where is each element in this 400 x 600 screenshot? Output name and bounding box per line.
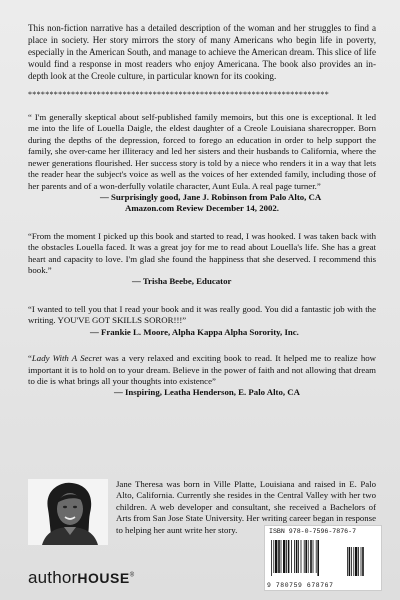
review-2 <box>28 231 376 288</box>
registered-mark: ® <box>129 572 135 579</box>
intro-paragraph: This non-fiction narrative has a detailed description of the woman and her struggles to find a place in society. Her story mirrors the story of many Americans who begin life in poverty, especially in the American South, and manage to achieve the American dream. This slice of life would find a response in most readers who enjoy Americana. The book also provides an in-depth look at the Creole culture, in particular known for its cooking. <box>28 23 376 81</box>
isbn-number: ISBN 978-0-7596-7876-7 <box>269 528 357 535</box>
publisher-name-part1: author <box>28 568 78 587</box>
ean-number: 9 780759 678767 <box>267 582 334 589</box>
barcode-bar <box>281 540 282 573</box>
publisher-logo <box>28 568 134 588</box>
review-4-body: was a very relaxed and exciting book to read. It helped me to realize how important it is to hold on to your dream. Believe in the power of faith and not allowing that dream to die is what brings all your thoughts into existence” <box>28 353 376 387</box>
barcode-bar <box>317 540 319 576</box>
barcode-bar <box>304 540 305 573</box>
barcode-bar <box>291 540 292 573</box>
barcode-bar <box>288 540 290 573</box>
review-1-attribution: — Surprisingly good, Jane J. Robinson from Palo Alto, CA <box>100 191 322 202</box>
barcode-bar <box>278 540 280 573</box>
barcode-bar <box>283 540 285 573</box>
barcode-bar <box>308 540 309 573</box>
barcode-addon-bar <box>361 547 362 576</box>
barcode-bar <box>301 540 302 573</box>
barcode-addon-bar <box>349 547 351 576</box>
barcode-bar <box>273 540 274 573</box>
review-1-source: Amazon.com Review December 14, 2002. <box>125 203 279 214</box>
barcode-addon-bar <box>355 547 357 576</box>
barcode-bar <box>305 540 307 573</box>
author-photo <box>28 479 108 545</box>
review-3 <box>28 304 376 338</box>
review-4-attribution: — Inspiring, Leatha Henderson, E. Palo Alto, CA <box>114 387 300 398</box>
review-4-open-quote: “ <box>28 353 32 364</box>
separator-line: ********************************************************************** <box>28 90 329 99</box>
barcode-bar <box>271 540 272 576</box>
barcode-bar <box>296 540 298 573</box>
review-1-text: “ I'm generally skeptical about self-published family memoirs, but this one is exceptional. It led me into the life of Louella Daigle, the eldest daughter of a Creole Louisiana sharecropper. Born during the depths of the depression, forced to forego an education in order to help support the family, she over-came her illiteracy and led her sisters and their husbands to California, where the newer generations flourished. Her success story is told by a niece who renders it in a way that lets the reader hear the subject's voice as well as the voices of her extended family, including those of her parents and of a won-derfully volatile character, Aunt Eula. A real page turner.” <box>28 112 376 191</box>
review-3-text: “I wanted to tell you that I read your book and it was really good. You did a fantastic job with the writing. YOU'VE GOT SKILLS SOROR!!!” <box>28 303 376 326</box>
author-bio-text: Jane Theresa was born in Ville Platte, Louisiana and raised in E. Palo Alto, California. Currently she resides in the Central Valley with her two children. A web developer and consultant, she received a Bachelors of Arts from San Jose State University. Her writing career began in response to helping her aunt write her story. <box>116 479 376 535</box>
review-1 <box>28 112 376 215</box>
barcode-bar <box>286 540 287 573</box>
review-4 <box>28 353 376 399</box>
review-3-attribution: — Frankie L. Moore, Alpha Kappa Alpha Sorority, Inc. <box>90 326 299 337</box>
barcode-bar <box>310 540 312 573</box>
barcode-addon-bar <box>358 547 359 576</box>
review-4-text <box>28 353 376 387</box>
barcode-addon-bar <box>353 547 354 576</box>
barcode-addon-bar <box>347 547 348 576</box>
review-2-text: “From the moment I picked up this book and started to read, I was hooked. I was taken back with the obstacles Louella faced. It was a great joy for me to read about Louella's life. She has a great heart and capacity to love. I'm glad she found the happiness that she deserved. I recommend this book.” <box>28 230 376 276</box>
barcode-addon-bar <box>351 547 352 576</box>
barcode-bar <box>316 540 317 573</box>
publisher-name-part2: HOUSE <box>77 570 130 586</box>
isbn-barcode <box>264 525 382 591</box>
barcode-bar <box>313 540 314 573</box>
barcode-bar <box>275 540 277 573</box>
barcode-bar <box>294 540 295 573</box>
book-title: Lady With A Secret <box>31 353 102 364</box>
barcode-bars <box>271 537 375 577</box>
review-2-attribution: — Trisha Beebe, Educator <box>132 276 232 287</box>
barcode-addon-bar <box>362 547 364 576</box>
barcode-bar <box>298 540 299 573</box>
